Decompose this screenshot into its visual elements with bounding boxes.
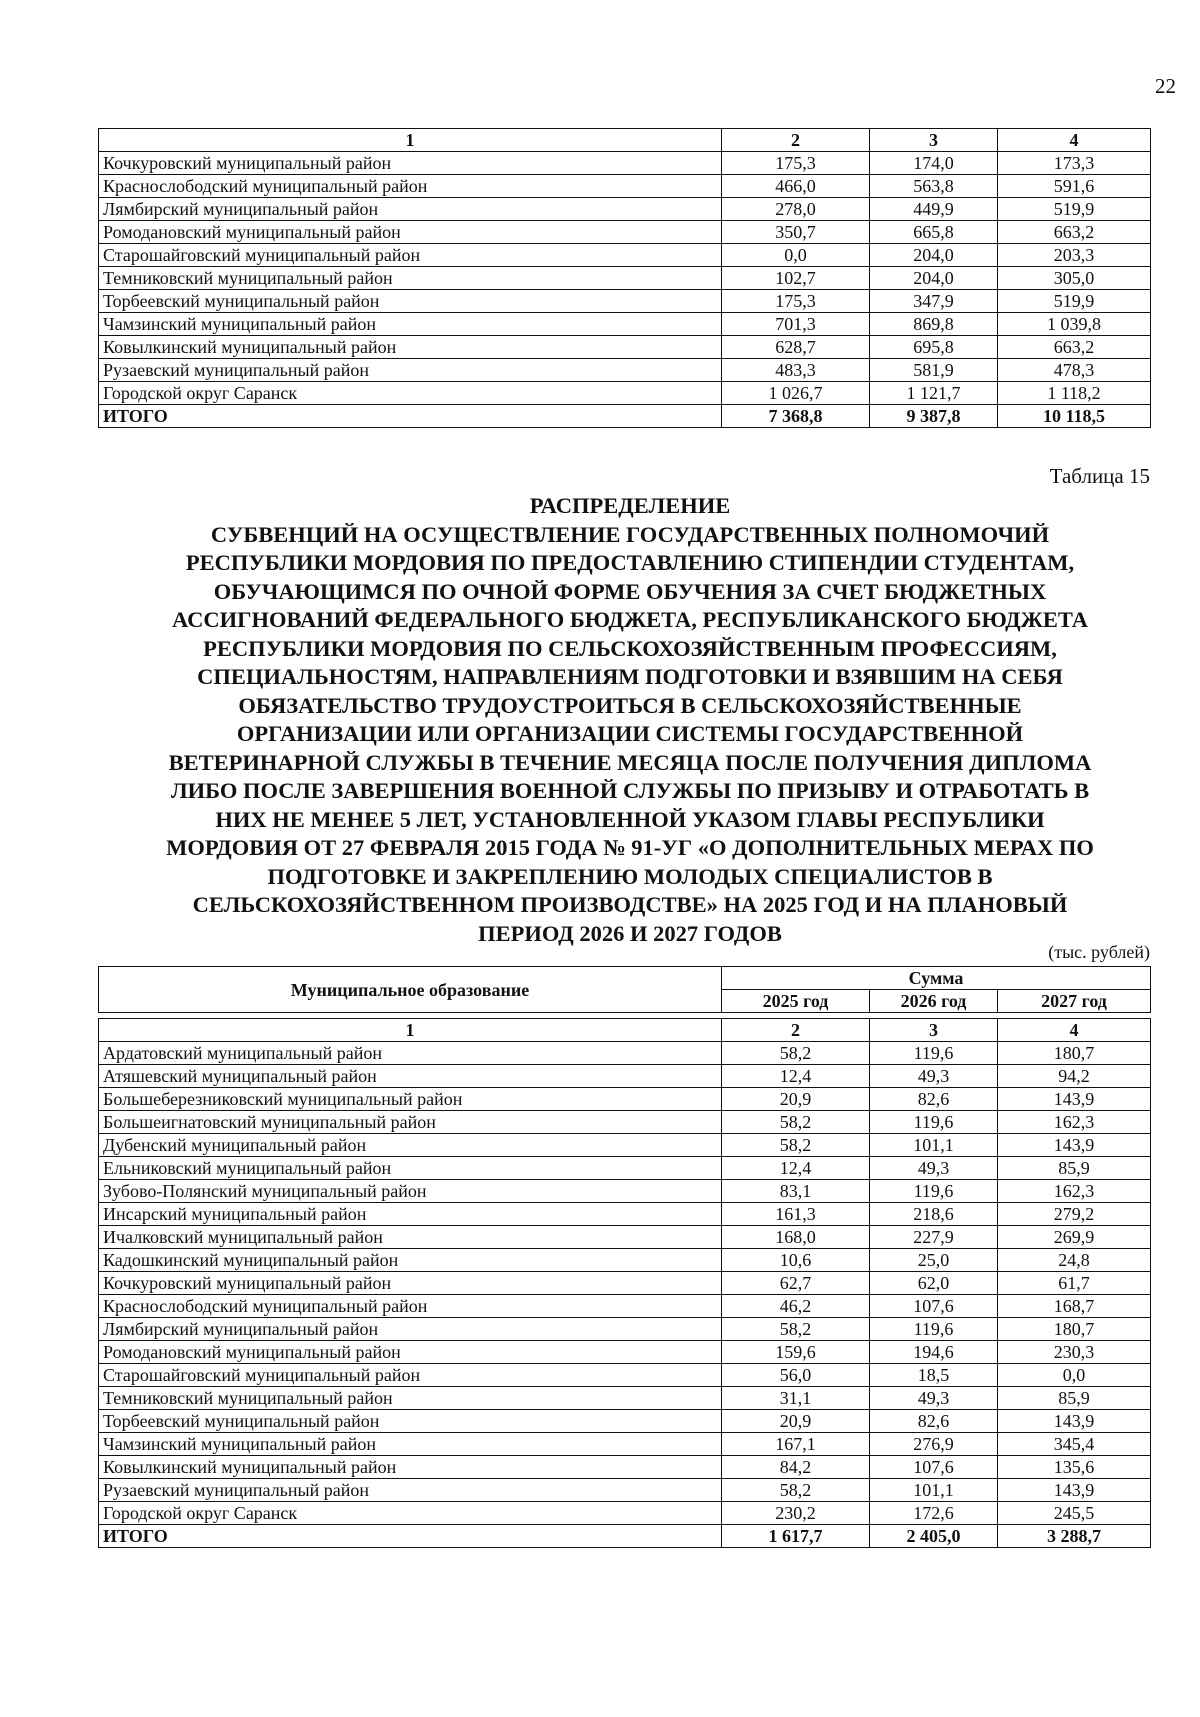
table-row [99, 1479, 1151, 1502]
amount-cell: 143,9 [998, 1088, 1151, 1111]
amount-cell: 58,2 [722, 1134, 870, 1157]
amount-cell: 143,9 [998, 1479, 1151, 1502]
title-line: ВЕТЕРИНАРНОЙ СЛУЖБЫ В ТЕЧЕНИЕ МЕСЯЦА ПОСЛЕ ПОЛУЧЕНИЯ ДИПЛОМА [168, 749, 1092, 775]
municipality-name-cell: Городской округ Саранск [99, 1502, 722, 1525]
amount-cell: 20,9 [722, 1410, 870, 1433]
title-line: МОРДОВИЯ ОТ 27 ФЕВРАЛЯ 2015 ГОДА № 91-УГ «О ДОПОЛНИТЕЛЬНЫХ МЕРАХ ПО [166, 835, 1094, 860]
amount-cell: 82,6 [870, 1410, 998, 1433]
municipality-name-cell: Ковылкинский муниципальный район [99, 1456, 722, 1479]
amount-cell: 61,7 [998, 1272, 1151, 1295]
title-line: ОБУЧАЮЩИМСЯ ПО ОЧНОЙ ФОРМЕ ОБУЧЕНИЯ ЗА СЧЕТ БЮДЖЕТНЫХ [213, 578, 1047, 604]
table-row [99, 336, 1151, 359]
table-row [99, 1111, 1151, 1134]
column-header-sum: Сумма [722, 967, 1151, 990]
title-line: АССИГНОВАНИЙ ФЕДЕРАЛЬНОГО БЮДЖЕТА, РЕСПУБЛИКАНСКОГО БЮДЖЕТА [172, 607, 1088, 632]
municipality-name-cell: Чамзинский муниципальный район [99, 313, 722, 336]
amount-cell: 279,2 [998, 1203, 1151, 1226]
amount-cell: 20,9 [722, 1088, 870, 1111]
table-index-row [99, 129, 1151, 152]
amount-cell: 581,9 [870, 359, 998, 382]
amount-cell: 663,2 [998, 336, 1151, 359]
column-header-year: 2027 год [998, 990, 1151, 1013]
municipality-name-cell: Краснослободский муниципальный район [99, 175, 722, 198]
table-row [99, 1272, 1151, 1295]
page-number: 22 [1155, 74, 1176, 98]
amount-cell: 168,0 [722, 1226, 870, 1249]
amount-cell: 175,3 [722, 290, 870, 313]
amount-cell: 663,2 [998, 221, 1151, 244]
table-row [99, 152, 1151, 175]
title-line: НИХ НЕ МЕНЕЕ 5 ЛЕТ, УСТАНОВЛЕННОЙ УКАЗОМ ГЛАВЫ РЕСПУБЛИКИ [215, 806, 1045, 832]
municipality-name-cell: Рузаевский муниципальный район [99, 359, 722, 382]
amount-cell: 230,2 [722, 1502, 870, 1525]
amount-cell: 24,8 [998, 1249, 1151, 1272]
table-row [99, 1295, 1151, 1318]
title-line: РАСПРЕДЕЛЕНИЕ [529, 493, 731, 518]
title-line: СПЕЦИАЛЬНОСТЯМ, НАПРАВЛЕНИЯМ ПОДГОТОВКИ И ВЗЯВШИМ НА СЕБЯ [197, 664, 1063, 689]
table-row [99, 1318, 1151, 1341]
amount-cell: 701,3 [722, 313, 870, 336]
municipality-name-cell: Чамзинский муниципальный район [99, 1433, 722, 1456]
index-cell: 4 [998, 1019, 1151, 1042]
index-cell: 2 [722, 129, 870, 152]
amount-cell: 161,3 [722, 1203, 870, 1226]
amount-cell: 466,0 [722, 175, 870, 198]
amount-cell: 85,9 [998, 1157, 1151, 1180]
amount-cell: 168,7 [998, 1295, 1151, 1318]
total-amount-cell: 7 368,8 [722, 405, 870, 428]
amount-cell: 869,8 [870, 313, 998, 336]
amount-cell: 1 118,2 [998, 382, 1151, 405]
municipality-name-cell: Атяшевский муниципальный район [99, 1065, 722, 1088]
column-header-year: 2026 год [870, 990, 998, 1013]
column-header-name: Муниципальное образование [99, 967, 722, 1013]
total-row [99, 1525, 1151, 1548]
amount-cell: 172,6 [870, 1502, 998, 1525]
amount-cell: 58,2 [722, 1042, 870, 1065]
title-line: ЛИБО ПОСЛЕ ЗАВЕРШЕНИЯ ВОЕННОЙ СЛУЖБЫ ПО ПРИЗЫВУ И ОТРАБОТАТЬ В [170, 778, 1090, 803]
index-cell: 3 [870, 1019, 998, 1042]
amount-cell: 119,6 [870, 1318, 998, 1341]
amount-cell: 591,6 [998, 175, 1151, 198]
title-line: ОБЯЗАТЕЛЬСТВО ТРУДОУСТРОИТЬСЯ В СЕЛЬСКОХОЗЯЙСТВЕННЫЕ [238, 692, 1022, 718]
amount-cell: 449,9 [870, 198, 998, 221]
title-line: РЕСПУБЛИКИ МОРДОВИЯ ПО ПРЕДОСТАВЛЕНИЮ СТИПЕНДИИ СТУДЕНТАМ, [185, 550, 1075, 575]
amount-cell: 218,6 [870, 1203, 998, 1226]
amount-cell: 10,6 [722, 1249, 870, 1272]
amount-cell: 94,2 [998, 1065, 1151, 1088]
title-line: РЕСПУБЛИКИ МОРДОВИЯ ПО СЕЛЬСКОХОЗЯЙСТВЕННЫМ ПРОФЕССИЯМ, [203, 635, 1057, 661]
table-row [99, 1410, 1151, 1433]
amount-cell: 204,0 [870, 267, 998, 290]
amount-cell: 305,0 [998, 267, 1151, 290]
units-label: (тыс. рублей) [1048, 942, 1150, 962]
amount-cell: 162,3 [998, 1111, 1151, 1134]
title-line: ОРГАНИЗАЦИИ ИЛИ ОРГАНИЗАЦИИ СИСТЕМЫ ГОСУДАРСТВЕННОЙ [236, 721, 1024, 746]
municipality-name-cell: Кочкуровский муниципальный район [99, 152, 722, 175]
amount-cell: 107,6 [870, 1295, 998, 1318]
municipality-name-cell: Ромодановский муниципальный район [99, 221, 722, 244]
table-row [99, 1502, 1151, 1525]
document-title [110, 492, 1150, 948]
table-row [99, 1387, 1151, 1410]
amount-cell: 25,0 [870, 1249, 998, 1272]
amount-cell: 119,6 [870, 1111, 998, 1134]
amount-cell: 101,1 [870, 1134, 998, 1157]
main-table-header [98, 966, 1151, 1013]
title-line: СЕЛЬСКОХОЗЯЙСТВЕННОМ ПРОИЗВОДСТВЕ» НА 2025 ГОД И НА ПЛАНОВЫЙ [192, 892, 1068, 917]
table-row [99, 267, 1151, 290]
amount-cell: 180,7 [998, 1318, 1151, 1341]
municipality-name-cell: Краснослободский муниципальный район [99, 1295, 722, 1318]
amount-cell: 107,6 [870, 1456, 998, 1479]
title-line: ПОДГОТОВКЕ И ЗАКРЕПЛЕНИЮ МОЛОДЫХ СПЕЦИАЛИСТОВ В [267, 863, 993, 889]
title-line: СУБВЕНЦИЙ НА ОСУЩЕСТВЛЕНИЕ ГОСУДАРСТВЕННЫХ ПОЛНОМОЧИЙ [210, 521, 1050, 547]
municipality-name-cell: Торбеевский муниципальный район [99, 1410, 722, 1433]
table-row [99, 1065, 1151, 1088]
index-cell: 4 [998, 129, 1151, 152]
amount-cell: 62,0 [870, 1272, 998, 1295]
amount-cell: 143,9 [998, 1410, 1151, 1433]
amount-cell: 101,1 [870, 1479, 998, 1502]
municipality-name-cell: Ичалковский муниципальный район [99, 1226, 722, 1249]
total-label-cell: ИТОГО [99, 405, 722, 428]
municipality-name-cell: Кочкуровский муниципальный район [99, 1272, 722, 1295]
amount-cell: 483,3 [722, 359, 870, 382]
municipality-name-cell: Ельниковский муниципальный район [99, 1157, 722, 1180]
index-cell: 1 [99, 129, 722, 152]
amount-cell: 345,4 [998, 1433, 1151, 1456]
municipality-name-cell: Дубенский муниципальный район [99, 1134, 722, 1157]
total-row [99, 405, 1151, 428]
amount-cell: 350,7 [722, 221, 870, 244]
total-amount-cell: 2 405,0 [870, 1525, 998, 1548]
amount-cell: 203,3 [998, 244, 1151, 267]
amount-cell: 58,2 [722, 1479, 870, 1502]
municipality-name-cell: Лямбирский муниципальный район [99, 198, 722, 221]
main-table [98, 1018, 1151, 1548]
amount-cell: 245,5 [998, 1502, 1151, 1525]
municipality-name-cell: Темниковский муниципальный район [99, 1387, 722, 1410]
amount-cell: 204,0 [870, 244, 998, 267]
table-row [99, 1341, 1151, 1364]
amount-cell: 1 039,8 [998, 313, 1151, 336]
table-row [99, 198, 1151, 221]
table-row [99, 221, 1151, 244]
amount-cell: 83,1 [722, 1180, 870, 1203]
amount-cell: 519,9 [998, 198, 1151, 221]
table-row [99, 1226, 1151, 1249]
amount-cell: 12,4 [722, 1065, 870, 1088]
amount-cell: 102,7 [722, 267, 870, 290]
amount-cell: 175,3 [722, 152, 870, 175]
table-row [99, 1203, 1151, 1226]
amount-cell: 62,7 [722, 1272, 870, 1295]
total-amount-cell: 3 288,7 [998, 1525, 1151, 1548]
amount-cell: 85,9 [998, 1387, 1151, 1410]
amount-cell: 563,8 [870, 175, 998, 198]
amount-cell: 628,7 [722, 336, 870, 359]
table-row [99, 313, 1151, 336]
amount-cell: 276,9 [870, 1433, 998, 1456]
table-row [99, 1134, 1151, 1157]
table-row [99, 290, 1151, 313]
municipality-name-cell: Большеигнатовский муниципальный район [99, 1111, 722, 1134]
amount-cell: 194,6 [870, 1341, 998, 1364]
table-caption: Таблица 15 [1049, 464, 1150, 488]
amount-cell: 519,9 [998, 290, 1151, 313]
municipality-name-cell: Темниковский муниципальный район [99, 267, 722, 290]
amount-cell: 84,2 [722, 1456, 870, 1479]
amount-cell: 230,3 [998, 1341, 1151, 1364]
amount-cell: 12,4 [722, 1157, 870, 1180]
amount-cell: 1 121,7 [870, 382, 998, 405]
amount-cell: 119,6 [870, 1042, 998, 1065]
amount-cell: 31,1 [722, 1387, 870, 1410]
municipality-name-cell: Кадошкинский муниципальный район [99, 1249, 722, 1272]
table-row [99, 1088, 1151, 1111]
column-header-year: 2025 год [722, 990, 870, 1013]
table-row [99, 359, 1151, 382]
amount-cell: 180,7 [998, 1042, 1151, 1065]
amount-cell: 58,2 [722, 1318, 870, 1341]
municipality-name-cell: Ромодановский муниципальный район [99, 1341, 722, 1364]
amount-cell: 82,6 [870, 1088, 998, 1111]
amount-cell: 347,9 [870, 290, 998, 313]
amount-cell: 135,6 [998, 1456, 1151, 1479]
amount-cell: 173,3 [998, 152, 1151, 175]
municipality-name-cell: Рузаевский муниципальный район [99, 1479, 722, 1502]
total-label-cell: ИТОГО [99, 1525, 722, 1548]
table-row [99, 1433, 1151, 1456]
table-row [99, 1180, 1151, 1203]
amount-cell: 695,8 [870, 336, 998, 359]
municipality-name-cell: Лямбирский муниципальный район [99, 1318, 722, 1341]
amount-cell: 119,6 [870, 1180, 998, 1203]
table-row [99, 382, 1151, 405]
amount-cell: 18,5 [870, 1364, 998, 1387]
amount-cell: 227,9 [870, 1226, 998, 1249]
amount-cell: 1 026,7 [722, 382, 870, 405]
title-line: ПЕРИОД 2026 И 2027 ГОДОВ [478, 920, 782, 946]
municipality-name-cell: Большеберезниковский муниципальный район [99, 1088, 722, 1111]
table-row [99, 1456, 1151, 1479]
amount-cell: 143,9 [998, 1134, 1151, 1157]
amount-cell: 159,6 [722, 1341, 870, 1364]
amount-cell: 278,0 [722, 198, 870, 221]
municipality-name-cell: Ардатовский муниципальный район [99, 1042, 722, 1065]
amount-cell: 269,9 [998, 1226, 1151, 1249]
municipality-name-cell: Торбеевский муниципальный район [99, 290, 722, 313]
table-row [99, 1042, 1151, 1065]
municipality-name-cell: Старошайговский муниципальный район [99, 244, 722, 267]
table-row [99, 244, 1151, 267]
amount-cell: 162,3 [998, 1180, 1151, 1203]
amount-cell: 49,3 [870, 1157, 998, 1180]
amount-cell: 58,2 [722, 1111, 870, 1134]
table-row [99, 1364, 1151, 1387]
top-table [98, 128, 1151, 428]
table-row [99, 175, 1151, 198]
municipality-name-cell: Инсарский муниципальный район [99, 1203, 722, 1226]
amount-cell: 0,0 [722, 244, 870, 267]
index-cell: 1 [99, 1019, 722, 1042]
table-row [99, 1249, 1151, 1272]
table-row [99, 1157, 1151, 1180]
amount-cell: 167,1 [722, 1433, 870, 1456]
municipality-name-cell: Городской округ Саранск [99, 382, 722, 405]
index-cell: 2 [722, 1019, 870, 1042]
amount-cell: 665,8 [870, 221, 998, 244]
municipality-name-cell: Зубово-Полянский муниципальный район [99, 1180, 722, 1203]
total-amount-cell: 10 118,5 [998, 405, 1151, 428]
amount-cell: 46,2 [722, 1295, 870, 1318]
index-cell: 3 [870, 129, 998, 152]
amount-cell: 0,0 [998, 1364, 1151, 1387]
table-index-row [99, 1019, 1151, 1042]
amount-cell: 49,3 [870, 1387, 998, 1410]
amount-cell: 49,3 [870, 1065, 998, 1088]
total-amount-cell: 1 617,7 [722, 1525, 870, 1548]
amount-cell: 478,3 [998, 359, 1151, 382]
municipality-name-cell: Старошайговский муниципальный район [99, 1364, 722, 1387]
amount-cell: 56,0 [722, 1364, 870, 1387]
amount-cell: 174,0 [870, 152, 998, 175]
municipality-name-cell: Ковылкинский муниципальный район [99, 336, 722, 359]
total-amount-cell: 9 387,8 [870, 405, 998, 428]
